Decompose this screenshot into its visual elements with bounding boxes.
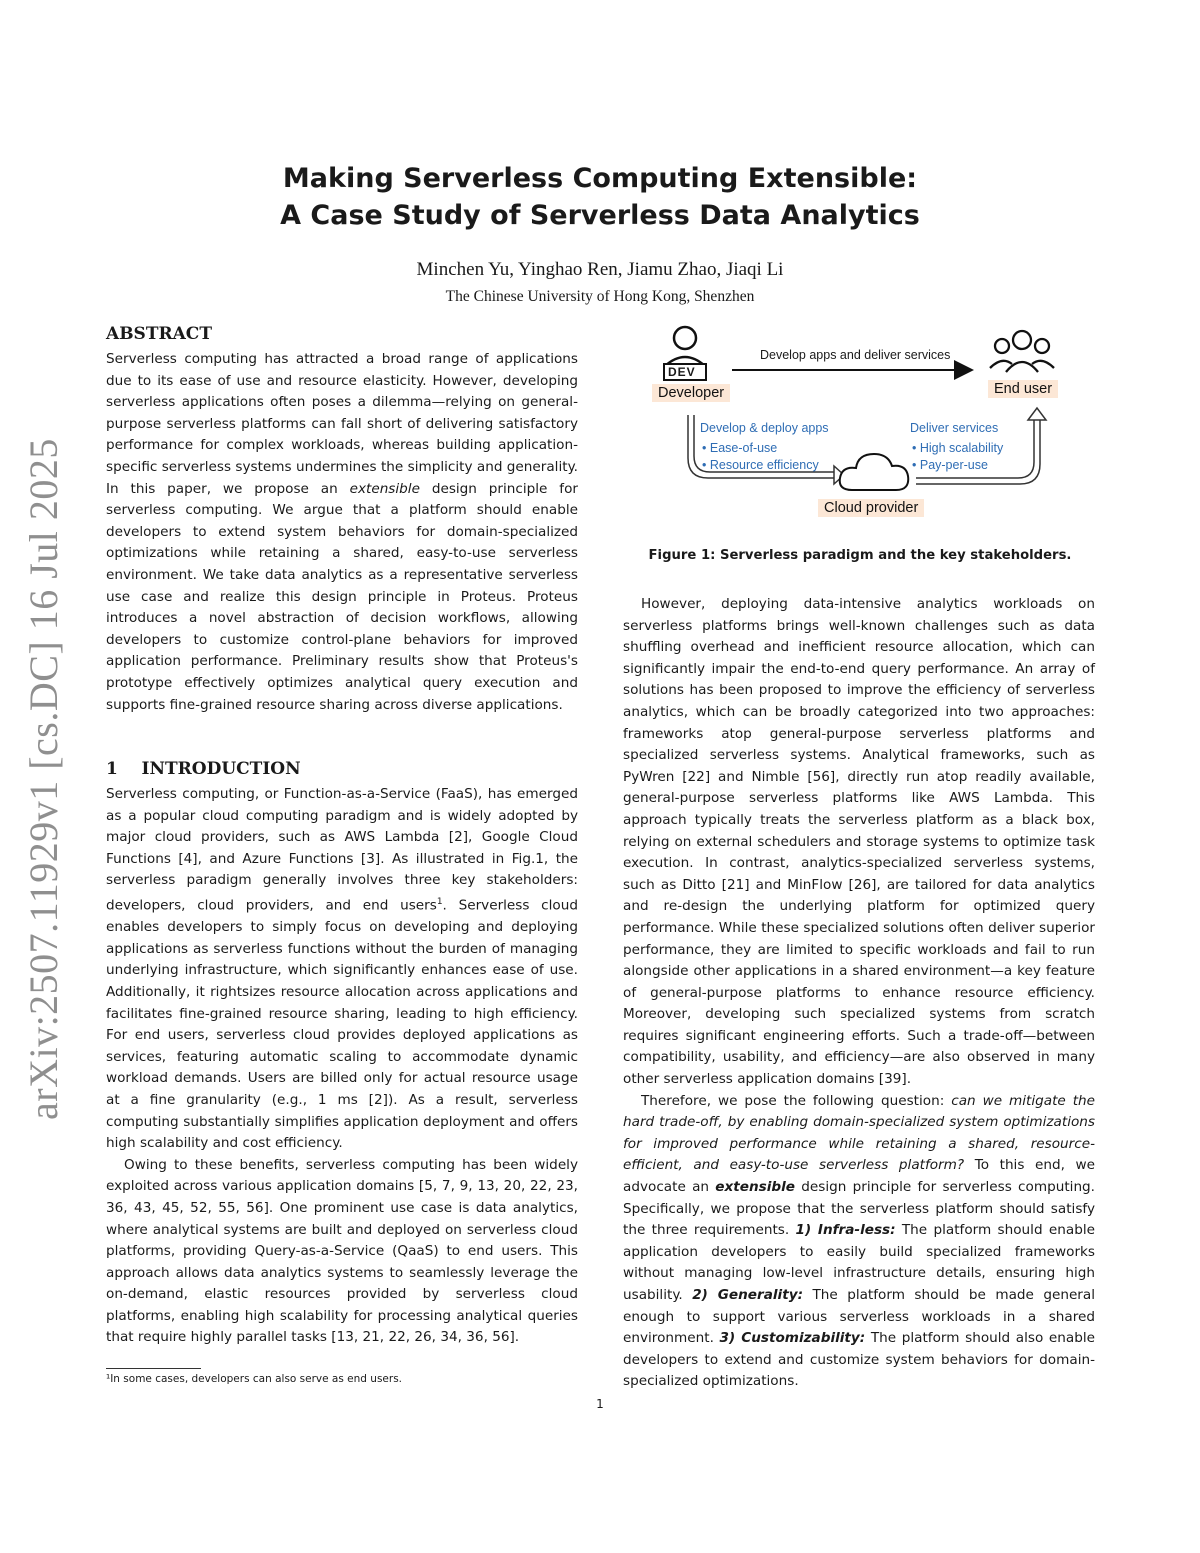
page-number: 1 (596, 1397, 604, 1411)
intro-paragraph-2: Owing to these benefits, serverless computing has been widely exploited across various application domains [5, 7, 9, 13, 20, 22, 23, 36, 43, 45, 52, 55, 56]. One prominent use case is data analytics, where analytical systems are built and deployed on serverless cloud platforms, providing Query-as-a-Service (QaaS) to end users. This approach allows data analytics systems to seamlessly leverage the on-demand, elastic resources provided by serverless cloud platforms, enabling high scalability for processing analytical queries that require highly parallel tasks [13, 21, 22, 26, 34, 36, 56]. (106, 1156, 578, 1346)
introduction-heading: 1 INTRODUCTION (106, 759, 301, 780)
abstract-text: Serverless computing has attracted a broad range of applications due to its ease of use and resource elasticity. However, developing serverless applications often poses a dilemma—relying on general-purpose serverless platforms can fall short of delivering satisfactory performance for complex workloads, whereas building application-specific serverless systems undermines the simplicity and generality. In this paper, we propose an extensible design principle for serverless computing. We argue that a platform should enable developers to extend system behaviors for domain-specialized optimizations while retaining a shared, easy-to-use serverless environment. We take data analytics as a representative serverless use case and realize this design principle in Proteus. Proteus introduces a novel abstraction of decision workflows, allowing developers to customize control-plane behaviors for improved application performance. Preliminary results show that Proteus's prototype effectively optimizes analytical query execution and supports fine-grained resource sharing across diverse applications. (106, 351, 578, 713)
right-column (623, 594, 1095, 1393)
left-group-title: Develop & deploy apps (700, 421, 829, 435)
left-item-1: • Ease-of-use (702, 441, 778, 455)
cloud-icon (840, 454, 909, 490)
developer-label: Developer (652, 384, 730, 402)
right-arrow-head (1028, 408, 1046, 420)
intro-paragraph-1: Serverless computing, or Function-as-a-Service (FaaS), has emerged as a popular cloud computing paradigm and is widely adopted by major cloud providers, such as AWS Lambda [2], Google Cloud Functions [4], and Azure Functions [3]. As illustrated in Fig.1, the serverless paradigm generally involves three key stakeholders: developers, cloud providers, and end users$^1$. Serverless cloud enables developers to simply focus on developing and deploying applications as serverless functions without the burden of managing underlying infrastructure, which significantly enhances ease of use. Additionally, it rightsizes resource allocation across applications and facilitates fine-grained resource sharing, leading to high efficiency. For end users, serverless cloud provides deployed applications as services, featuring automatic scaling to accommodate dynamic workload demands. Users are billed only for actual resource usage at a fine granularity (e.g., 1 ms [2]). As a result, serverless computing substantially simplifies application deployment and offers high scalability and cost efficiency. (106, 786, 578, 1152)
end-user-group-icon (990, 331, 1054, 372)
footnote: ¹In some cases, developers can also serve as end users. (106, 1373, 403, 1385)
right-group-title: Deliver services (910, 421, 999, 435)
figure-1-caption: Figure 1: Serverless paradigm and the key stakeholders. (648, 548, 1072, 563)
end-user-label: End user (988, 380, 1058, 398)
affiliation: The Chinese University of Hong Kong, Shenzhen (445, 288, 755, 305)
authors: Minchen Yu, Yinghao Ren, Jiamu Zhao, Jiaqi Li (416, 259, 784, 280)
figure-1-diagram (630, 320, 1090, 530)
developer-person-icon (665, 327, 705, 366)
cloud-provider-label: Cloud provider (818, 499, 924, 517)
paper-title-line-2: A Case Study of Serverless Data Analytics (280, 200, 920, 231)
left-item-2: • Resource efficiency (702, 458, 819, 472)
footnote-rule (106, 1368, 201, 1369)
dev-badge-label: DEV (668, 365, 696, 379)
paper-title-line-1: Making Serverless Computing Extensible: (282, 163, 918, 194)
top-arrow-label: Develop apps and deliver services (760, 348, 951, 362)
right-paragraph-1: However, deploying data-intensive analytics workloads on serverless platforms brings well-known challenges such as data shuffling overhead and inefficient resource allocation, which can significantly impair the end-to-end query performance. An array of solutions has been proposed to improve the efficiency of serverless analytics, which can be broadly categorized into two approaches: frameworks atop general-purpose serverless platforms and specialized serverless systems. Analytical frameworks, such as PyWren [22] and Nimble [56], directly run atop readily available, general-purpose serverless platforms like AWS Lambda. This approach typically treats the serverless platform as a black box, relying on external schedulers and storage systems to optimize task execution. In contrast, analytics-specialized serverless systems, such as Ditto [21] and MinFlow [26], are tailored for data analytics and re-design the underlying platform for optimized query performance. While these specialized solutions often deliver superior performance, they are limited to specific workloads and fail to run alongside other applications in a shared environment—a key feature of general-purpose platforms to enhance resource efficiency. Moreover, developing such specialized systems from scratch requires significant engineering efforts. Such a trade-off—between compatibility, usability, and efficiency—are also observed in many other serverless application domains [39]. (623, 596, 1095, 1088)
right-item-1: • High scalability (912, 441, 1004, 455)
abstract-heading: ABSTRACT (106, 324, 212, 344)
right-item-2: • Pay-per-use (912, 458, 988, 472)
left-column (106, 323, 578, 1349)
right-paragraph-2: Therefore, we pose the following question: can we mitigate the hard trade-off, by enabling domain-specialized system optimizations for improved performance while retaining a shared, resource-efficient, and easy-to-use serverless platform? To this end, we advocate an extensible design principle for serverless computing. Specifically, we propose that the serverless platform should satisfy the three requirements. 1) Infra-less: The platform should enable application developers to easily build specialized frameworks without managing low-level infrastructure details, ensuring high usability. 2) Generality: The platform should be made general enough to support various serverless workloads in a shared environment. 3) Customizability: The platform should also enable developers to extend and customize system behaviors for domain-specialized optimizations. (623, 1092, 1096, 1390)
arxiv-sidebar-stamp: arXiv:2507.11929v1 [cs.DC] 16 Jul 2025 (21, 438, 66, 1120)
